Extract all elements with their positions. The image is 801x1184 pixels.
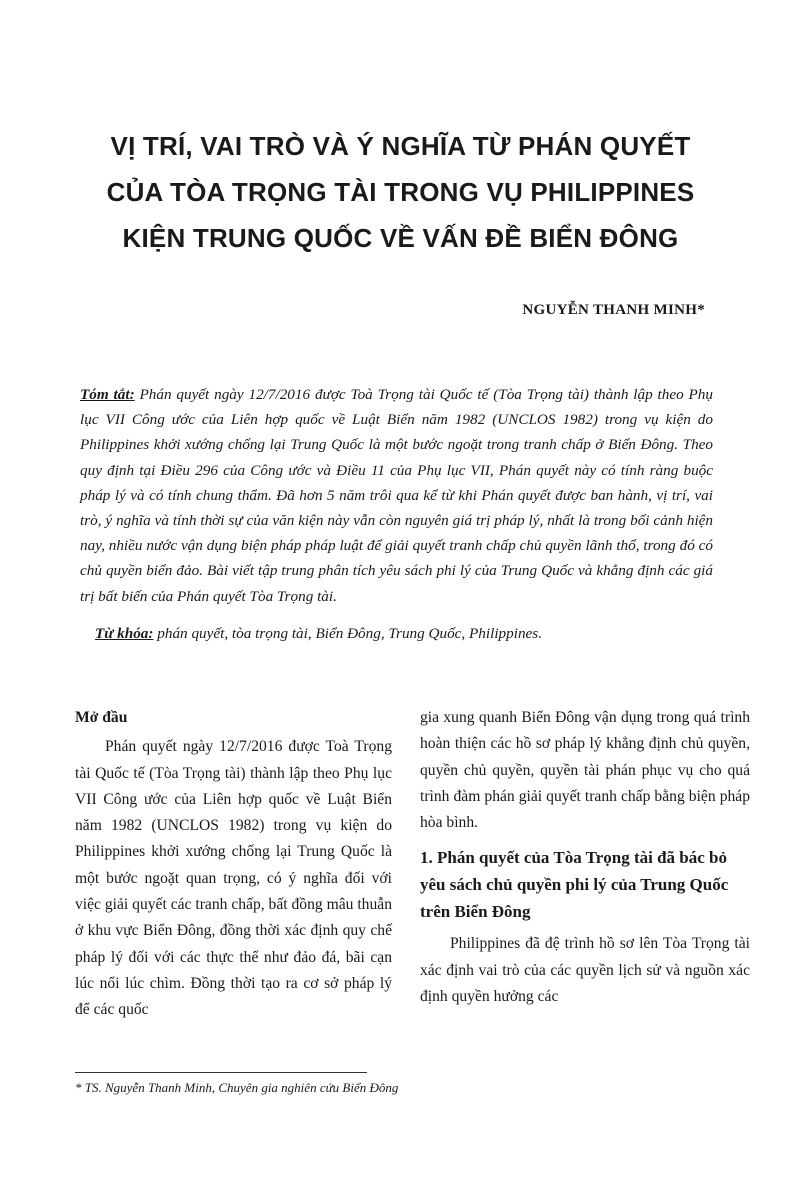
title-line-3: KIỆN TRUNG QUỐC VỀ VẤN ĐỀ BIỂN ĐÔNG [122,223,679,253]
footnote: * TS. Nguyễn Thanh Minh, Chuyên gia nghiên cứu Biển Đông [75,1080,399,1095]
intro-paragraph: Phán quyết ngày 12/7/2016 được Toà Trọng tài Quốc tế (Tòa Trọng tài) thành lập theo Phụ lục VII Công ước của Liên hợp quốc về Luật Biển năm 1982 (UNCLOS 1982) trong vụ kiện do Philippines khởi xướng chống lại Trung Quốc là một bước ngoặt quan trọng, có ý nghĩa đối với việc giải quyết các tranh chấp, bất đồng mâu thuẫn ở khu vực Biển Đông, đồng thời xác định quy chế pháp lý đối với các thực thể như đảo đá, bãi cạn lúc nổi lúc chìm. Đồng thời tạo ra cơ sở pháp lý để các quốc [75,738,392,1019]
article-title [40,123,761,261]
title-line-1: VỊ TRÍ, VAI TRÒ VÀ Ý NGHĨA TỪ PHÁN QUYẾT [110,131,691,161]
left-column [75,705,392,1024]
keywords-text: phán quyết, tòa trọng tài, Biển Đông, Trung Quốc, Philippines. [153,625,542,642]
abstract-label: Tóm tắt: [80,386,135,403]
abstract [80,382,713,609]
abstract-text: Phán quyết ngày 12/7/2016 được Toà Trọng tài Quốc tế (Tòa Trọng tài) thành lập theo Phụ lục VII Công ước của Liên hợp quốc về Luật Biển năm 1982 (UNCLOS 1982) trong vụ kiện do Philippines khởi xướng chống lại Trung Quốc là một bước ngoặt trong tranh chấp ở Biển Đông. Theo quy định tại Điều 296 của Công ước và Điều 11 của Phụ lục VII, Phán quyết này có tính ràng buộc pháp lý và có tính chung thẩm. Đã hơn 5 năm trôi qua kể từ khi Phán quyết được ban hành, vị trí, vai trò, ý nghĩa và tính thời sự của văn kiện này vẫn còn nguyên giá trị pháp lý, nhất là trong bối cảnh hiện nay, nhiều nước vận dụng biện pháp pháp luật để giải quyết tranh chấp chủ quyền lãnh thổ, trong đó có chủ quyền biển đảo. Bài viết tập trung phân tích yêu sách phi lý của Trung Quốc và khẳng định các giá trị bất biến của Phán quyết Tòa Trọng tài. [80,386,713,605]
footnote-divider [75,1072,367,1073]
intro-paragraph-continued: gia xung quanh Biển Đông vận dụng trong quá trình hoàn thiện các hồ sơ pháp lý khẳng định chủ quyền, quyền chủ quyền, quyền tài phán phục vụ cho quá trình đàm phán giải quyết tranh chấp bằng biện pháp hòa bình. [420,709,750,832]
title-line-2: CỦA TÒA TRỌNG TÀI TRONG VỤ PHILIPPINES [106,177,695,207]
section-1-paragraph: Philippines đã đệ trình hồ sơ lên Tòa Trọng tài xác định vai trò của các quyền lịch sử và nguồn xác định quyền hưởng các [420,935,750,1006]
keywords [95,625,542,643]
section-1-heading: 1. Phán quyết của Tòa Trọng tài đã bác bỏ yêu sách chủ quyền phi lý của Trung Quốc trên Biển Đông [420,848,729,922]
author-name: NGUYỄN THANH MINH* [522,302,705,318]
intro-heading: Mở đầu [75,709,128,726]
keywords-label: Từ khóa: [95,625,154,642]
right-column [420,705,750,1010]
